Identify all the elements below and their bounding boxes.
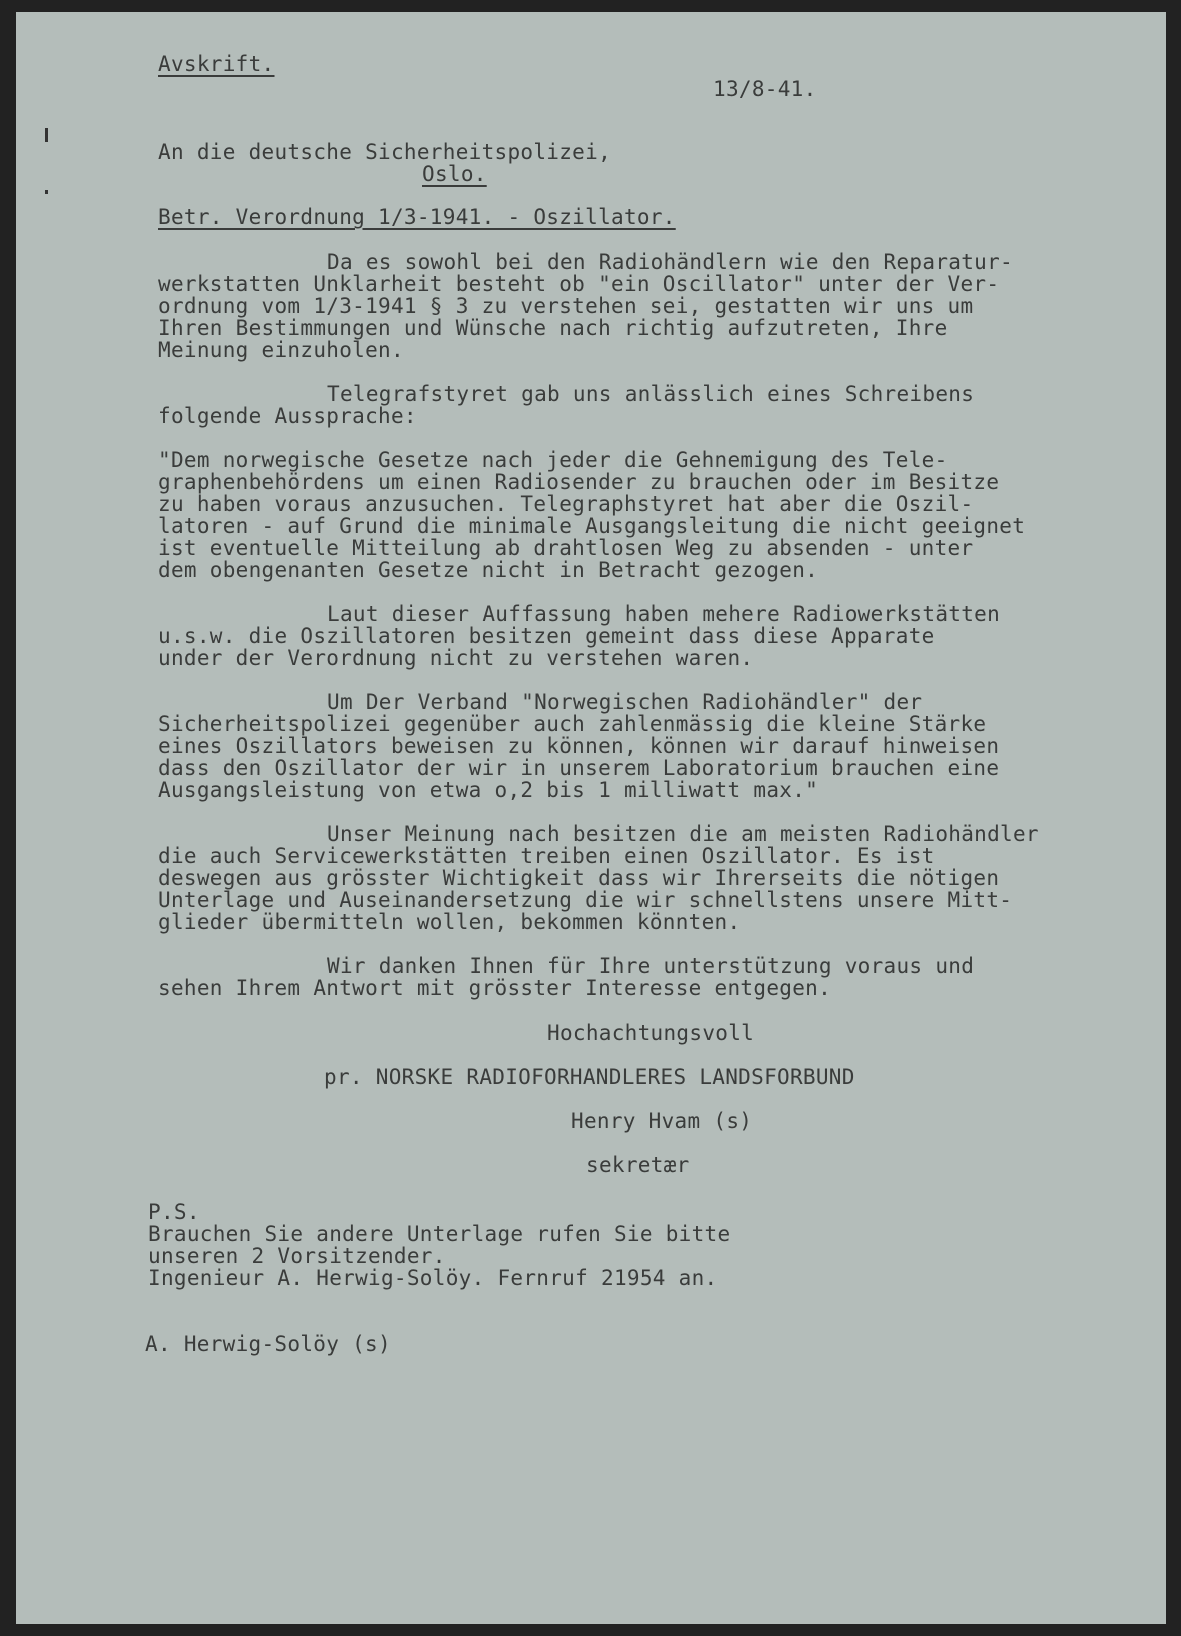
closing-greeting: Hochachtungsvoll xyxy=(547,1021,755,1045)
text-line: werkstatten Unklarheit besteht ob "ein Oscillator" unter der Ver- xyxy=(158,272,1000,296)
document-label: Avskrift. xyxy=(158,52,275,76)
text-line: die auch Servicewerkstätten treiben einen Oszillator. Es ist xyxy=(158,844,935,868)
text-line: Wir danken Ihnen für Ihre unterstützung voraus und xyxy=(327,954,975,978)
text-line: dass den Oszillator der wir in unserem Laboratorium brauchen eine xyxy=(158,756,1000,780)
text-line: dem obengenanten Gesetze nicht in Betracht gezogen. xyxy=(158,558,819,582)
postscript-line: unseren 2 Vorsitzender. xyxy=(148,1244,446,1268)
text-line: Ausgangsleistung von etwa o,2 bis 1 milliwatt max." xyxy=(158,778,819,802)
text-line: zu haben voraus anzusuchen. Telegraphstyret hat aber die Oszil- xyxy=(158,492,974,516)
closing-organization: pr. NORSKE RADIOFORHANDLERES LANDSFORBUND xyxy=(324,1065,855,1089)
text-line: under der Verordnung nicht zu verstehen waren. xyxy=(158,646,754,670)
text-line: Meinung einzuholen. xyxy=(158,338,404,362)
text-line: u.s.w. die Oszillatoren besitzen gemeint dass diese Apparate xyxy=(158,624,935,648)
document-date: 13/8-41. xyxy=(713,77,817,101)
closing-signature: Henry Hvam (s) xyxy=(571,1109,753,1133)
final-signature: A. Herwig-Solöy (s) xyxy=(145,1332,391,1356)
text-line: Ihren Bestimmungen und Wünsche nach richtig aufzutreten, Ihre xyxy=(158,316,948,340)
postscript-line: Ingenieur A. Herwig-Solöy. Fernruf 21954 an. xyxy=(148,1266,718,1290)
text-line: deswegen aus grösster Wichtigkeit dass wir Ihrerseits die nötigen xyxy=(158,866,1000,890)
document-page xyxy=(16,12,1166,1624)
text-line: latoren - auf Grund die minimale Ausgangsleitung die nicht geeignet xyxy=(158,514,1026,538)
text-line: ist eventuelle Mitteilung ab drahtlosen Weg zu absenden - unter xyxy=(158,536,974,560)
closing-title: sekretær xyxy=(586,1153,690,1177)
text-line: "Dem norwegische Gesetze nach jeder die Gehnemigung des Tele- xyxy=(158,448,948,472)
text-line: ordnung vom 1/3-1941 § 3 zu verstehen sei, gestatten wir uns um xyxy=(158,294,974,318)
text-line: Um Der Verband "Norwegischen Radiohändler" der xyxy=(327,690,923,714)
postscript-line: Brauchen Sie andere Unterlage rufen Sie bitte xyxy=(148,1222,731,1246)
subject-line: Betr. Verordnung 1/3-1941. - Oszillator. xyxy=(158,205,676,229)
text-line: Unser Meinung nach besitzen die am meisten Radiohändler xyxy=(327,822,1039,846)
recipient-line-2: Oslo. xyxy=(422,162,487,186)
text-line: glieder übermitteln wollen, bekommen könnten. xyxy=(158,910,741,934)
recipient-line-1: An die deutsche Sicherheitspolizei, xyxy=(158,140,612,164)
margin-mark-small xyxy=(45,190,48,194)
text-line: graphenbehördens um einen Radiosender zu brauchen oder im Besitze xyxy=(158,470,1000,494)
postscript-line: P.S. xyxy=(148,1200,200,1224)
text-line: sehen Ihrem Antwort mit grösster Interesse entgegen. xyxy=(158,976,832,1000)
text-line: folgende Aussprache: xyxy=(158,404,417,428)
margin-mark xyxy=(45,128,48,142)
text-line: Da es sowohl bei den Radiohändlern wie den Reparatur- xyxy=(327,250,1013,274)
text-line: Laut dieser Auffassung haben mehere Radiowerkstätten xyxy=(327,602,1001,626)
text-line: eines Oszillators beweisen zu können, können wir darauf hinweisen xyxy=(158,734,1000,758)
text-line: Sicherheitspolizei gegenüber auch zahlenmässig die kleine Stärke xyxy=(158,712,987,736)
text-line: Telegrafstyret gab uns anlässlich eines Schreibens xyxy=(327,382,975,406)
text-line: Unterlage und Auseinandersetzung die wir schnellstens unsere Mitt- xyxy=(158,888,1013,912)
